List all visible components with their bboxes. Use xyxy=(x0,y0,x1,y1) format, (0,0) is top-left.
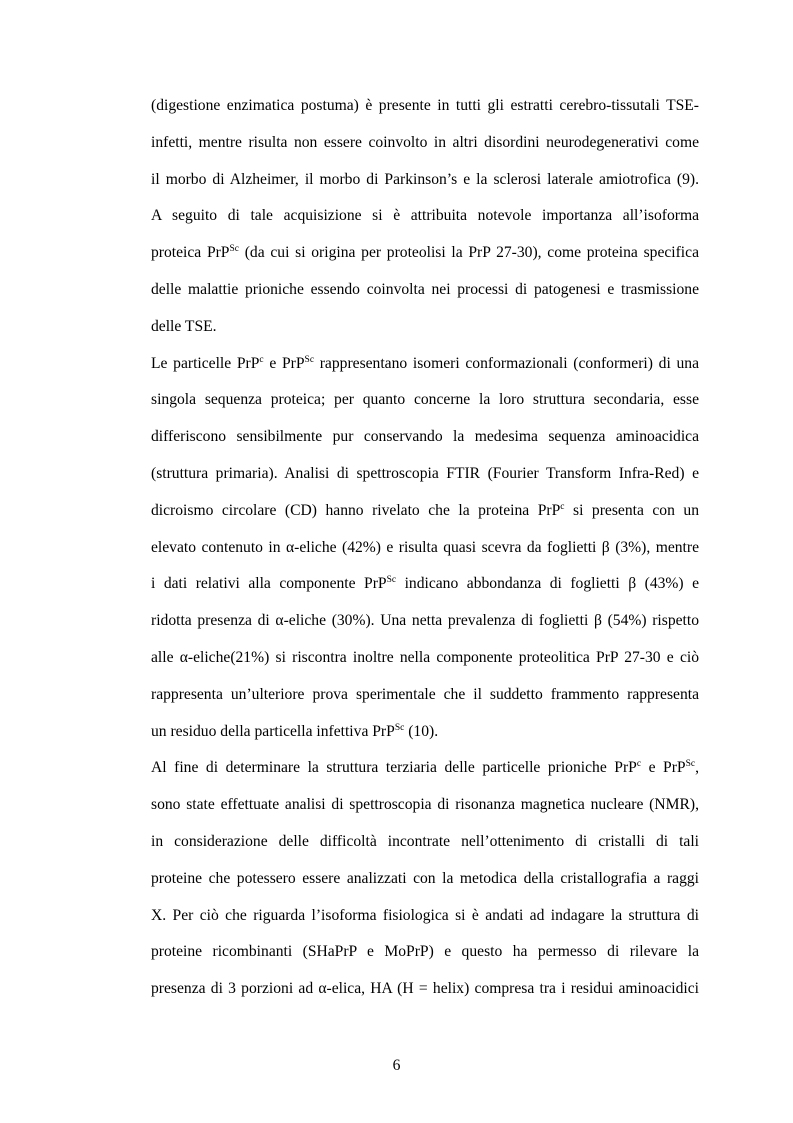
text-line xyxy=(151,162,699,199)
superscript: Sc xyxy=(685,759,696,770)
text-segment: indicano abbondanza di foglietti β (43%) e xyxy=(396,575,700,593)
text-line xyxy=(151,530,699,567)
text-segment: proteine che potessero essere analizzati con la metodica della cristallografia a raggi xyxy=(151,869,699,887)
text-line xyxy=(151,456,699,493)
text-line xyxy=(151,125,699,162)
text-segment: proteica PrP xyxy=(151,244,230,262)
text-segment: e PrP xyxy=(263,354,305,372)
text-segment: Le particelle PrP xyxy=(151,354,260,372)
text-line xyxy=(151,824,699,861)
text-segment: ridotta presenza di α-eliche (30%). Una netta prevalenza di foglietti β (54%) rispetto xyxy=(151,612,699,630)
text-line xyxy=(151,88,699,125)
text-line xyxy=(151,861,699,898)
text-line xyxy=(151,750,699,787)
text-segment: rappresenta un’ulteriore prova sperimentale che il suddetto frammento rappresenta xyxy=(151,685,699,703)
text-segment: X. Per ciò che riguarda l’isoforma fisiologica si è andati ad indagare la struttura di xyxy=(151,906,699,924)
text-line xyxy=(151,566,699,603)
text-segment: (struttura primaria). Analisi di spettroscopia FTIR (Fourier Transform Infra-Red) e xyxy=(151,464,699,482)
text-line xyxy=(151,677,699,714)
text-line xyxy=(151,272,699,309)
text-segment: si presenta con un xyxy=(564,501,699,519)
text-line xyxy=(151,714,699,751)
superscript: Sc xyxy=(304,354,315,365)
superscript: c xyxy=(560,501,565,512)
text-segment: proteine ricombinanti (SHaPrP e MoPrP) e questo ha permesso di rilevare la xyxy=(151,943,699,961)
text-line xyxy=(151,198,699,235)
superscript: c xyxy=(636,759,642,770)
page-number: 6 xyxy=(392,1057,401,1074)
text-segment: dicroismo circolare (CD) hanno rivelato che la proteina PrP xyxy=(151,501,561,519)
text-segment: A seguito di tale acquisizione si è attribuita notevole importanza all’isoforma xyxy=(151,207,699,225)
text-segment: infetti, mentre risulta non essere coinvolto in altri disordini neurodegenerativi come xyxy=(151,133,699,151)
text-segment: in considerazione delle difficoltà incontrate nell’ottenimento di cristalli di tali xyxy=(151,832,699,850)
text-line xyxy=(151,787,699,824)
text-line xyxy=(151,309,699,346)
text-segment: un residuo della particella infettiva PrP xyxy=(151,722,395,740)
text-segment: alle α-eliche(21%) si riscontra inoltre nella componente proteolitica PrP 27-30 e ciò xyxy=(151,648,699,666)
superscript: Sc xyxy=(386,575,397,586)
text-segment: (10). xyxy=(404,722,439,740)
text-line xyxy=(151,934,699,971)
text-line xyxy=(151,493,699,530)
text-segment: singola sequenza proteica; per quanto concerne la loro struttura secondaria, esse xyxy=(151,391,699,409)
body-text xyxy=(151,88,699,1008)
text-line xyxy=(151,235,699,272)
superscript: Sc xyxy=(394,722,405,733)
text-segment: e PrP xyxy=(641,759,686,777)
text-segment: il morbo di Alzheimer, il morbo di Parkinson’s e la sclerosi laterale amiotrofica (9). xyxy=(151,170,699,188)
text-segment: (da cui si origina per proteolisi la PrP 27-30), come proteina specifica xyxy=(238,244,699,262)
superscript: c xyxy=(259,354,264,365)
text-segment: delle TSE. xyxy=(151,317,217,335)
text-segment: elevato contenuto in α-eliche (42%) e risulta quasi scevra da foglietti β (3%), mentre xyxy=(151,538,699,556)
text-line xyxy=(151,898,699,935)
text-line xyxy=(151,971,699,1008)
superscript: Sc xyxy=(229,244,239,255)
text-segment: rappresentano isomeri conformazionali (conformeri) di una xyxy=(314,354,700,372)
text-segment: Al fine di determinare la struttura terziaria delle particelle prioniche PrP xyxy=(151,759,637,777)
text-line xyxy=(151,346,699,383)
text-line xyxy=(151,640,699,677)
text-segment: presenza di 3 porzioni ad α-elica, HA (H = helix) compresa tra i residui aminoacidici xyxy=(151,980,699,998)
text-line xyxy=(151,419,699,456)
text-segment: i dati relativi alla componente PrP xyxy=(151,575,387,593)
text-segment: , xyxy=(695,759,699,777)
text-segment: delle malattie prioniche essendo coinvolta nei processi di patogenesi e trasmissione xyxy=(151,280,699,298)
text-line xyxy=(151,382,699,419)
text-segment: sono state effettuate analisi di spettroscopia di risonanza magnetica nucleare (NMR), xyxy=(151,796,699,814)
text-segment: (digestione enzimatica postuma) è presente in tutti gli estratti cerebro-tissutali TSE- xyxy=(151,97,699,114)
text-segment: differiscono sensibilmente pur conservando la medesima sequenza aminoacidica xyxy=(151,428,699,446)
text-line xyxy=(151,603,699,640)
